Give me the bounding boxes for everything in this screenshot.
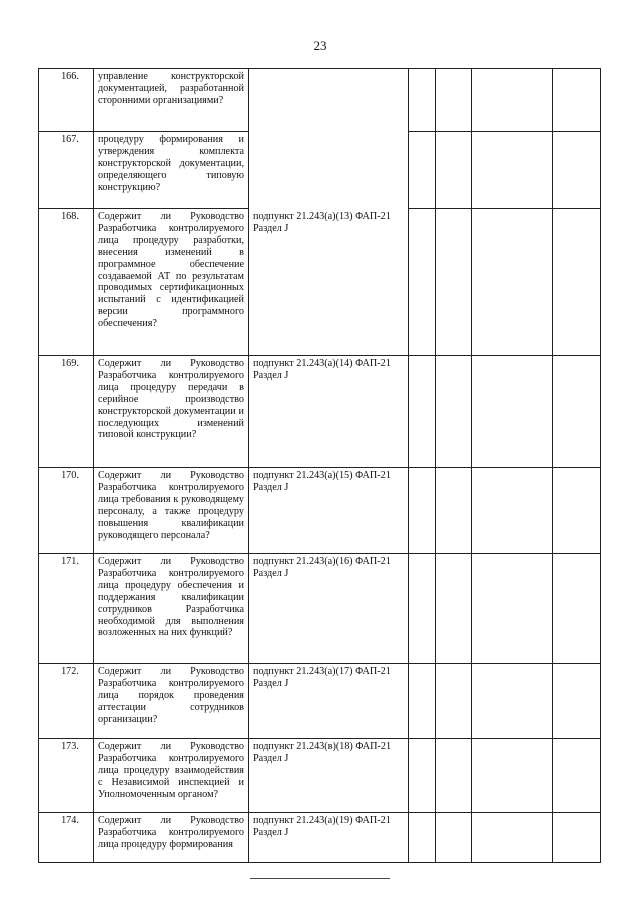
answer-cell-yes[interactable] [409, 739, 436, 813]
answer-cell-no[interactable] [436, 69, 472, 132]
answer-cell-not-applicable[interactable] [472, 739, 553, 813]
checklist-table-container [38, 68, 600, 863]
row-number: 173. [39, 739, 94, 813]
answer-cell-no[interactable] [436, 132, 472, 209]
answer-cell-yes[interactable] [409, 132, 436, 209]
answer-cell-note[interactable] [553, 69, 601, 132]
answer-cell-note[interactable] [553, 468, 601, 554]
table-row [39, 664, 601, 739]
answer-cell-yes[interactable] [409, 356, 436, 468]
row-number: 174. [39, 813, 94, 863]
table-row [39, 554, 601, 664]
answer-cell-note[interactable] [553, 356, 601, 468]
page-number: 23 [313, 38, 327, 53]
answer-cell-yes[interactable] [409, 664, 436, 739]
row-reference: подпункт 21.243(а)(13) ФАП-21 Раздел J [249, 209, 409, 356]
answer-cell-no[interactable] [436, 209, 472, 356]
row-question: Содержит ли Руководство Разработчика контролируемого лица процедуру взаимодействия с Независимой инспекцией и Уполномоченным органом? [94, 739, 249, 813]
answer-cell-note[interactable] [553, 739, 601, 813]
answer-cell-no[interactable] [436, 468, 472, 554]
row-question: Содержит ли Руководство Разработчика контролируемого лица порядок проведения аттестации сотрудников организации? [94, 664, 249, 739]
checklist-table [38, 68, 601, 863]
answer-cell-yes[interactable] [409, 813, 436, 863]
table-row [39, 209, 601, 356]
row-number: 168. [39, 209, 94, 356]
answer-cell-not-applicable[interactable] [472, 813, 553, 863]
answer-cell-yes[interactable] [409, 554, 436, 664]
answer-cell-note[interactable] [553, 132, 601, 209]
row-question: управление конструкторской документацией, разработанной сторонними организациями? [94, 69, 249, 132]
row-number: 170. [39, 468, 94, 554]
row-reference: подпункт 21.243(а)(16) ФАП-21 Раздел J [249, 554, 409, 664]
answer-cell-not-applicable[interactable] [472, 554, 553, 664]
answer-cell-yes[interactable] [409, 209, 436, 356]
row-question: Содержит ли Руководство Разработчика контролируемого лица процедуру формирования [94, 813, 249, 863]
answer-cell-note[interactable] [553, 664, 601, 739]
table-row [39, 739, 601, 813]
answer-cell-not-applicable[interactable] [472, 356, 553, 468]
answer-cell-no[interactable] [436, 356, 472, 468]
row-number: 167. [39, 132, 94, 209]
row-question: Содержит ли Руководство Разработчика контролируемого лица процедуру передачи в серийное производство конструкторской документации и последующих изменений типовой конструкции? [94, 356, 249, 468]
table-row [39, 468, 601, 554]
row-question: Содержит ли Руководство Разработчика контролируемого лица процедуру разработки, внесения изменений в программное обеспечение создаваемой АТ по результатам проводимых сертификационных испытаний с идентификацией версии программного обеспечения? [94, 209, 249, 356]
row-question: процедуру формирования и утверждения комплекта конструкторской документации, определяющего типовую конструкцию? [94, 132, 249, 209]
row-reference: подпункт 21.243(а)(14) ФАП-21 Раздел J [249, 356, 409, 468]
answer-cell-no[interactable] [436, 554, 472, 664]
row-reference: подпункт 21.243(а)(15) ФАП-21 Раздел J [249, 468, 409, 554]
answer-cell-not-applicable[interactable] [472, 664, 553, 739]
footer-rule [250, 878, 390, 879]
answer-cell-no[interactable] [436, 664, 472, 739]
answer-cell-note[interactable] [553, 813, 601, 863]
row-reference: подпункт 21.243(а)(17) ФАП-21 Раздел J [249, 664, 409, 739]
answer-cell-note[interactable] [553, 554, 601, 664]
row-number: 171. [39, 554, 94, 664]
row-reference: подпункт 21.243(а)(19) ФАП-21 Раздел J [249, 813, 409, 863]
table-row [39, 813, 601, 863]
answer-cell-not-applicable[interactable] [472, 69, 553, 132]
answer-cell-note[interactable] [553, 209, 601, 356]
row-number: 166. [39, 69, 94, 132]
answer-cell-not-applicable[interactable] [472, 468, 553, 554]
answer-cell-not-applicable[interactable] [472, 209, 553, 356]
row-reference: подпункт 21.243(в)(18) ФАП-21 Раздел J [249, 739, 409, 813]
answer-cell-yes[interactable] [409, 468, 436, 554]
answer-cell-yes[interactable] [409, 69, 436, 132]
row-question: Содержит ли Руководство Разработчика контролируемого лица требования к руководящему персоналу, а также процедуру повышения квалификации руководящего персонала? [94, 468, 249, 554]
row-number: 172. [39, 664, 94, 739]
table-body [39, 69, 601, 863]
answer-cell-not-applicable[interactable] [472, 132, 553, 209]
table-row [39, 69, 601, 132]
row-question: Содержит ли Руководство Разработчика контролируемого лица процедуру обеспечения и поддержания квалификации сотрудников Разработчика необходимой для выполнения возложенных на них функций? [94, 554, 249, 664]
row-reference [249, 69, 409, 209]
answer-cell-no[interactable] [436, 739, 472, 813]
answer-cell-no[interactable] [436, 813, 472, 863]
row-number: 169. [39, 356, 94, 468]
table-row [39, 356, 601, 468]
